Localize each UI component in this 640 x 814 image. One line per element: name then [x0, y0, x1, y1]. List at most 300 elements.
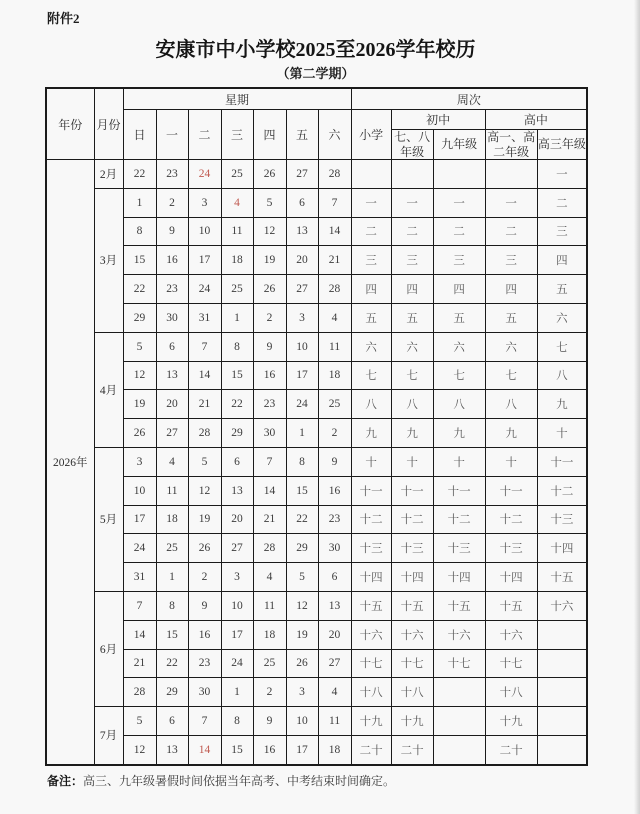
day-cell: 6 — [318, 563, 351, 592]
week-number-cell: 十 — [391, 447, 433, 476]
week-number-cell: 九 — [433, 419, 485, 448]
week-number-cell: 十九 — [391, 707, 433, 736]
week-number-cell — [433, 678, 485, 707]
day-cell: 7 — [123, 591, 156, 620]
header-day-wed: 三 — [221, 110, 253, 160]
day-cell: 7 — [188, 332, 221, 361]
week-number-cell: 十八 — [351, 678, 391, 707]
day-cell: 24 — [221, 649, 253, 678]
day-cell: 18 — [221, 246, 253, 275]
day-cell: 29 — [286, 534, 318, 563]
day-cell: 19 — [286, 620, 318, 649]
day-cell: 26 — [253, 160, 286, 189]
day-cell: 23 — [156, 160, 188, 189]
week-number-cell: 十六 — [537, 591, 587, 620]
day-cell: 12 — [123, 735, 156, 764]
day-cell: 20 — [318, 620, 351, 649]
day-cell: 8 — [221, 332, 253, 361]
day-cell: 20 — [286, 246, 318, 275]
month-cell: 2月 — [94, 160, 123, 189]
week-number-cell: 二十 — [351, 735, 391, 764]
week-number-cell: 五 — [351, 303, 391, 332]
week-number-cell: 十七 — [485, 649, 537, 678]
day-cell: 5 — [253, 188, 286, 217]
month-cell: 6月 — [94, 591, 123, 706]
week-number-cell: 三 — [433, 246, 485, 275]
day-cell: 23 — [253, 390, 286, 419]
week-number-cell: 十三 — [485, 534, 537, 563]
calendar-row — [46, 275, 587, 304]
calendar-row — [46, 188, 587, 217]
day-cell: 25 — [318, 390, 351, 419]
day-cell: 23 — [318, 505, 351, 534]
week-number-cell: 十一 — [391, 476, 433, 505]
week-number-cell: 十一 — [537, 447, 587, 476]
day-cell: 16 — [156, 246, 188, 275]
week-number-cell: 六 — [351, 332, 391, 361]
day-cell: 26 — [123, 419, 156, 448]
day-cell: 5 — [123, 332, 156, 361]
header-junior-high: 初中 — [391, 110, 485, 130]
week-number-cell: 十二 — [537, 476, 587, 505]
week-number-cell — [433, 160, 485, 189]
day-cell: 17 — [286, 735, 318, 764]
week-number-cell: 一 — [391, 188, 433, 217]
week-number-cell: 七 — [351, 361, 391, 390]
calendar-row — [46, 534, 587, 563]
week-number-cell: 三 — [537, 217, 587, 246]
day-cell: 28 — [188, 419, 221, 448]
day-cell: 3 — [286, 303, 318, 332]
calendar-row — [46, 707, 587, 736]
note-label: 备注： — [47, 773, 84, 788]
day-cell: 21 — [188, 390, 221, 419]
week-number-cell: 十六 — [433, 620, 485, 649]
day-cell: 12 — [188, 476, 221, 505]
day-cell: 27 — [156, 419, 188, 448]
day-cell: 1 — [123, 188, 156, 217]
week-number-cell: 十一 — [433, 476, 485, 505]
day-cell: 16 — [253, 735, 286, 764]
week-number-cell — [537, 678, 587, 707]
day-cell: 4 — [318, 303, 351, 332]
day-cell: 25 — [221, 160, 253, 189]
day-cell: 6 — [156, 707, 188, 736]
week-number-cell: 十二 — [351, 505, 391, 534]
calendar-table — [45, 87, 588, 766]
day-cell: 18 — [318, 361, 351, 390]
day-cell: 11 — [221, 217, 253, 246]
day-cell: 9 — [188, 591, 221, 620]
day-cell: 20 — [156, 390, 188, 419]
day-cell: 4 — [221, 188, 253, 217]
day-cell: 2 — [318, 419, 351, 448]
day-cell: 2 — [253, 678, 286, 707]
week-number-cell: 一 — [433, 188, 485, 217]
day-cell: 8 — [156, 591, 188, 620]
day-cell: 25 — [221, 275, 253, 304]
week-number-cell — [485, 160, 537, 189]
calendar-row — [46, 390, 587, 419]
day-cell: 13 — [221, 476, 253, 505]
day-cell: 15 — [123, 246, 156, 275]
day-cell: 5 — [188, 447, 221, 476]
week-number-cell: 十七 — [391, 649, 433, 678]
day-cell: 2 — [156, 188, 188, 217]
day-cell: 21 — [253, 505, 286, 534]
header-day-sat: 六 — [318, 110, 351, 160]
week-number-cell: 五 — [485, 303, 537, 332]
week-number-cell: 八 — [391, 390, 433, 419]
week-number-cell: 十二 — [433, 505, 485, 534]
month-cell: 7月 — [94, 707, 123, 765]
day-cell: 27 — [286, 160, 318, 189]
week-number-cell: 十三 — [391, 534, 433, 563]
calendar-row — [46, 160, 587, 189]
week-number-cell — [351, 160, 391, 189]
day-cell: 3 — [123, 447, 156, 476]
week-number-cell: 九 — [391, 419, 433, 448]
week-number-cell: 十 — [485, 447, 537, 476]
page-subtitle: （第二学期） — [276, 66, 355, 81]
week-number-cell: 十 — [537, 419, 587, 448]
week-number-cell: 十三 — [433, 534, 485, 563]
day-cell: 24 — [188, 160, 221, 189]
day-cell: 1 — [156, 563, 188, 592]
week-number-cell: 十五 — [537, 563, 587, 592]
day-cell: 10 — [221, 591, 253, 620]
day-cell: 27 — [221, 534, 253, 563]
day-cell: 2 — [188, 563, 221, 592]
week-number-cell: 十一 — [351, 476, 391, 505]
week-number-cell: 七 — [391, 361, 433, 390]
header-day-fri: 五 — [286, 110, 318, 160]
day-cell: 19 — [123, 390, 156, 419]
calendar-row — [46, 361, 587, 390]
day-cell: 1 — [221, 678, 253, 707]
day-cell: 4 — [253, 563, 286, 592]
day-cell: 26 — [286, 649, 318, 678]
day-cell: 27 — [286, 275, 318, 304]
week-number-cell: 六 — [485, 332, 537, 361]
calendar-row — [46, 563, 587, 592]
day-cell: 30 — [253, 419, 286, 448]
week-number-cell — [433, 707, 485, 736]
week-number-cell: 三 — [351, 246, 391, 275]
day-cell: 18 — [156, 505, 188, 534]
day-cell: 15 — [221, 735, 253, 764]
week-number-cell: 四 — [391, 275, 433, 304]
day-cell: 22 — [156, 649, 188, 678]
header-grade-7-8: 七、八年级 — [391, 130, 433, 160]
week-number-cell: 七 — [537, 332, 587, 361]
calendar-row — [46, 419, 587, 448]
day-cell: 19 — [253, 246, 286, 275]
day-cell: 3 — [286, 678, 318, 707]
week-number-cell: 十六 — [485, 620, 537, 649]
day-cell: 16 — [188, 620, 221, 649]
week-number-cell: 八 — [485, 390, 537, 419]
calendar-row — [46, 303, 587, 332]
header-grade-10-11: 高一、高二年级 — [487, 130, 536, 159]
day-cell: 28 — [318, 275, 351, 304]
week-number-cell: 七 — [485, 361, 537, 390]
calendar-row — [46, 217, 587, 246]
header-grade-9: 九年级 — [433, 130, 485, 160]
day-cell: 25 — [253, 649, 286, 678]
day-cell: 13 — [318, 591, 351, 620]
calendar-row — [46, 447, 587, 476]
day-cell: 13 — [156, 735, 188, 764]
week-number-cell: 十五 — [391, 591, 433, 620]
day-cell: 24 — [123, 534, 156, 563]
header-day-sun: 日 — [123, 110, 156, 160]
day-cell: 14 — [318, 217, 351, 246]
calendar-row — [46, 649, 587, 678]
day-cell: 21 — [123, 649, 156, 678]
day-cell: 25 — [156, 534, 188, 563]
week-number-cell: 九 — [485, 419, 537, 448]
day-cell: 30 — [188, 678, 221, 707]
week-number-cell: 八 — [351, 390, 391, 419]
day-cell: 3 — [221, 563, 253, 592]
calendar-row — [46, 505, 587, 534]
week-number-cell: 二 — [537, 188, 587, 217]
week-number-cell — [537, 620, 587, 649]
week-number-cell: 十五 — [485, 591, 537, 620]
day-cell: 28 — [318, 160, 351, 189]
header-row-middle — [46, 110, 587, 130]
day-cell: 30 — [156, 303, 188, 332]
day-cell: 26 — [253, 275, 286, 304]
month-cell: 5月 — [94, 447, 123, 591]
day-cell: 10 — [188, 217, 221, 246]
day-cell: 8 — [221, 707, 253, 736]
week-number-cell: 十七 — [351, 649, 391, 678]
week-number-cell: 十二 — [391, 505, 433, 534]
header-day-mon: 一 — [156, 110, 188, 160]
day-cell: 8 — [123, 217, 156, 246]
day-cell: 13 — [286, 217, 318, 246]
day-cell: 7 — [318, 188, 351, 217]
day-cell: 31 — [188, 303, 221, 332]
day-cell: 31 — [123, 563, 156, 592]
day-cell: 15 — [286, 476, 318, 505]
note — [47, 773, 640, 789]
week-number-cell: 十六 — [351, 620, 391, 649]
week-number-cell: 二 — [433, 217, 485, 246]
day-cell: 23 — [188, 649, 221, 678]
week-number-cell — [391, 160, 433, 189]
day-cell: 4 — [318, 678, 351, 707]
day-cell: 10 — [286, 707, 318, 736]
day-cell: 29 — [123, 303, 156, 332]
week-number-cell — [433, 735, 485, 764]
day-cell: 10 — [286, 332, 318, 361]
week-number-cell: 七 — [433, 361, 485, 390]
header-week-number-group: 周次 — [351, 88, 587, 110]
calendar-row — [46, 476, 587, 505]
calendar-row — [46, 735, 587, 764]
day-cell: 24 — [286, 390, 318, 419]
week-number-cell: 六 — [537, 303, 587, 332]
day-cell: 17 — [221, 620, 253, 649]
day-cell: 9 — [253, 332, 286, 361]
day-cell: 9 — [156, 217, 188, 246]
day-cell: 26 — [188, 534, 221, 563]
day-cell: 22 — [221, 390, 253, 419]
week-number-cell: 二十 — [391, 735, 433, 764]
header-row-top — [46, 88, 587, 110]
day-cell: 22 — [123, 275, 156, 304]
week-number-cell: 十八 — [485, 678, 537, 707]
calendar-row — [46, 678, 587, 707]
note-text: 高三、九年级暑假时间依据当年高考、中考结束时间确定。 — [83, 773, 396, 788]
week-number-cell: 一 — [537, 160, 587, 189]
page-edge-shadow — [634, 0, 640, 814]
week-number-cell — [537, 649, 587, 678]
week-number-cell: 一 — [351, 188, 391, 217]
day-cell: 5 — [123, 707, 156, 736]
day-cell: 6 — [156, 332, 188, 361]
week-number-cell: 五 — [537, 275, 587, 304]
week-number-cell: 五 — [391, 303, 433, 332]
week-number-cell: 十五 — [433, 591, 485, 620]
week-number-cell: 一 — [485, 188, 537, 217]
day-cell: 6 — [286, 188, 318, 217]
header-month: 月份 — [94, 88, 123, 160]
day-cell: 11 — [318, 332, 351, 361]
week-number-cell: 十 — [351, 447, 391, 476]
header-day-thu: 四 — [253, 110, 286, 160]
calendar-row — [46, 246, 587, 275]
week-number-cell: 四 — [433, 275, 485, 304]
day-cell: 3 — [188, 188, 221, 217]
month-cell: 4月 — [94, 332, 123, 447]
week-number-cell: 十四 — [485, 563, 537, 592]
day-cell: 29 — [156, 678, 188, 707]
day-cell: 22 — [123, 160, 156, 189]
week-number-cell: 四 — [485, 275, 537, 304]
week-number-cell — [537, 735, 587, 764]
week-number-cell: 十八 — [391, 678, 433, 707]
header-year: 年份 — [46, 88, 94, 160]
day-cell: 7 — [253, 447, 286, 476]
day-cell: 14 — [188, 735, 221, 764]
week-number-cell: 四 — [537, 246, 587, 275]
header-senior-high: 高中 — [485, 110, 587, 130]
day-cell: 18 — [253, 620, 286, 649]
attachment-label: 附件2 — [47, 11, 80, 26]
week-number-cell: 十四 — [351, 563, 391, 592]
week-number-cell: 十七 — [433, 649, 485, 678]
day-cell: 4 — [156, 447, 188, 476]
day-cell: 13 — [156, 361, 188, 390]
week-number-cell: 十 — [433, 447, 485, 476]
day-cell: 16 — [318, 476, 351, 505]
week-number-cell: 二 — [391, 217, 433, 246]
day-cell: 6 — [221, 447, 253, 476]
day-cell: 2 — [253, 303, 286, 332]
week-number-cell: 十三 — [351, 534, 391, 563]
day-cell: 5 — [286, 563, 318, 592]
week-number-cell: 十四 — [391, 563, 433, 592]
day-cell: 1 — [286, 419, 318, 448]
day-cell: 12 — [253, 217, 286, 246]
day-cell: 9 — [318, 447, 351, 476]
week-number-cell: 十五 — [351, 591, 391, 620]
week-number-cell: 十三 — [537, 505, 587, 534]
day-cell: 11 — [156, 476, 188, 505]
day-cell: 14 — [253, 476, 286, 505]
day-cell: 28 — [123, 678, 156, 707]
week-number-cell: 三 — [485, 246, 537, 275]
day-cell: 24 — [188, 275, 221, 304]
week-number-cell: 十九 — [485, 707, 537, 736]
day-cell: 29 — [221, 419, 253, 448]
day-cell: 1 — [221, 303, 253, 332]
header-day-tue: 二 — [188, 110, 221, 160]
calendar-row — [46, 591, 587, 620]
day-cell: 9 — [253, 707, 286, 736]
day-cell: 14 — [188, 361, 221, 390]
day-cell: 27 — [318, 649, 351, 678]
week-number-cell: 二 — [485, 217, 537, 246]
day-cell: 12 — [123, 361, 156, 390]
day-cell: 15 — [221, 361, 253, 390]
week-number-cell: 十四 — [537, 534, 587, 563]
week-number-cell: 二十 — [485, 735, 537, 764]
day-cell: 8 — [286, 447, 318, 476]
week-number-cell: 六 — [391, 332, 433, 361]
day-cell: 16 — [253, 361, 286, 390]
week-number-cell: 十一 — [485, 476, 537, 505]
week-number-cell: 十九 — [351, 707, 391, 736]
week-number-cell: 九 — [537, 390, 587, 419]
calendar-row — [46, 332, 587, 361]
week-number-cell: 十六 — [391, 620, 433, 649]
day-cell: 11 — [253, 591, 286, 620]
day-cell: 28 — [253, 534, 286, 563]
week-number-cell: 六 — [433, 332, 485, 361]
year-cell: 2026年 — [46, 160, 94, 765]
day-cell: 17 — [123, 505, 156, 534]
day-cell: 11 — [318, 707, 351, 736]
day-cell: 20 — [221, 505, 253, 534]
week-number-cell: 十二 — [485, 505, 537, 534]
page-title: 安康市中小学校2025至2026学年校历 — [155, 39, 476, 61]
header-grade-12: 高三年级 — [537, 130, 587, 160]
day-cell: 15 — [156, 620, 188, 649]
day-cell: 7 — [188, 707, 221, 736]
day-cell: 30 — [318, 534, 351, 563]
day-cell: 19 — [188, 505, 221, 534]
week-number-cell: 九 — [351, 419, 391, 448]
week-number-cell: 十四 — [433, 563, 485, 592]
week-number-cell: 三 — [391, 246, 433, 275]
week-number-cell: 八 — [433, 390, 485, 419]
week-number-cell — [537, 707, 587, 736]
week-number-cell: 八 — [537, 361, 587, 390]
week-number-cell: 二 — [351, 217, 391, 246]
day-cell: 12 — [286, 591, 318, 620]
day-cell: 22 — [286, 505, 318, 534]
day-cell: 17 — [188, 246, 221, 275]
week-number-cell: 五 — [433, 303, 485, 332]
day-cell: 21 — [318, 246, 351, 275]
week-number-cell: 四 — [351, 275, 391, 304]
month-cell: 3月 — [94, 188, 123, 332]
